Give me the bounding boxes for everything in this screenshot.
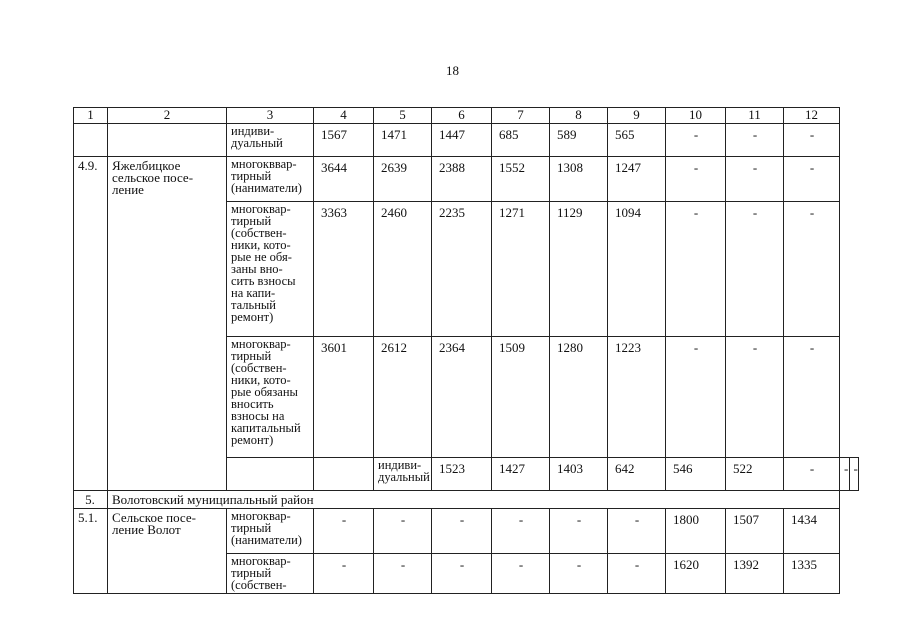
value-cell: - [492, 509, 550, 554]
value-cell: 3601 [314, 337, 374, 458]
value-cell: 3363 [314, 202, 374, 337]
housing-type: многоквар- тирный (наниматели) [227, 509, 314, 554]
col-header: 10 [666, 108, 726, 124]
value-cell: - [784, 157, 840, 202]
table-row [74, 157, 859, 202]
value-cell: - [726, 124, 784, 157]
page-number: 18 [446, 63, 459, 78]
col-header: 5 [374, 108, 432, 124]
district-title: Волотовский муниципальный район [108, 491, 840, 509]
value-cell: - [608, 509, 666, 554]
value-cell: 565 [608, 124, 666, 157]
value-cell: 1434 [784, 509, 840, 554]
value-cell: 589 [550, 124, 608, 157]
housing-type: многоквар- тирный (собствен- ники, кото- рые обязаны вносить взносы на капитальный ремонт) [227, 337, 314, 458]
value-cell: 1523 [432, 458, 492, 491]
value-cell: - [492, 554, 550, 594]
col-header: 7 [492, 108, 550, 124]
value-cell: - [550, 509, 608, 554]
value-cell: - [314, 509, 374, 554]
value-cell: 1280 [550, 337, 608, 458]
value-cell: 2364 [432, 337, 492, 458]
section-row [74, 491, 859, 509]
settlement-name: Яжелбицкое сельское посе- ление [108, 157, 227, 491]
col-header: 2 [108, 108, 227, 124]
value-cell: 546 [666, 458, 726, 491]
header-row [74, 108, 859, 124]
value-cell: - [550, 554, 608, 594]
value-cell: 1271 [492, 202, 550, 337]
value-cell: 2388 [432, 157, 492, 202]
value-cell: 1392 [726, 554, 784, 594]
value-cell: - [784, 337, 840, 458]
table-row [74, 124, 859, 157]
value-cell: 2612 [374, 337, 432, 458]
value-cell: 2460 [374, 202, 432, 337]
value-cell: 3644 [314, 157, 374, 202]
value-cell: 1129 [550, 202, 608, 337]
value-cell: - [666, 337, 726, 458]
value-cell: 2235 [432, 202, 492, 337]
value-cell: - [374, 509, 432, 554]
col-header: 6 [432, 108, 492, 124]
col-header: 9 [608, 108, 666, 124]
table-row [74, 509, 859, 554]
value-cell: - [666, 202, 726, 337]
col-header: 8 [550, 108, 608, 124]
value-cell: - [432, 509, 492, 554]
value-cell: 1509 [492, 337, 550, 458]
value-cell: - [784, 124, 840, 157]
section-number: 5. [74, 491, 108, 509]
value-cell: 642 [608, 458, 666, 491]
housing-type: индиви- дуальный [374, 458, 432, 491]
value-cell: - [666, 157, 726, 202]
value-cell: - [726, 337, 784, 458]
housing-type: многоквар- тирный (собствен- [227, 554, 314, 594]
col-header: 3 [227, 108, 314, 124]
value-cell: 1507 [726, 509, 784, 554]
value-cell: 522 [726, 458, 784, 491]
value-cell: - [374, 554, 432, 594]
tariff-table [73, 107, 859, 594]
housing-type: индиви- дуальный [227, 124, 314, 157]
value-cell: - [666, 124, 726, 157]
value-cell: 1800 [666, 509, 726, 554]
value-cell: - [608, 554, 666, 594]
value-cell: 1403 [550, 458, 608, 491]
value-cell: 1447 [432, 124, 492, 157]
value-cell: 1552 [492, 157, 550, 202]
value-cell: - [840, 458, 850, 491]
value-cell: 1247 [608, 157, 666, 202]
section-number: 4.9. [74, 157, 108, 491]
col-header: 12 [784, 108, 840, 124]
value-cell: - [726, 202, 784, 337]
value-cell: 1427 [492, 458, 550, 491]
value-cell: 1335 [784, 554, 840, 594]
col-header: 11 [726, 108, 784, 124]
value-cell: 685 [492, 124, 550, 157]
value-cell: 1094 [608, 202, 666, 337]
value-cell: 2639 [374, 157, 432, 202]
settlement-name: Сельское посе- ление Волот [108, 509, 227, 594]
value-cell: - [726, 157, 784, 202]
value-cell: - [314, 554, 374, 594]
value-cell: - [784, 202, 840, 337]
value-cell: 1223 [608, 337, 666, 458]
col-header: 4 [314, 108, 374, 124]
section-number: 5.1. [74, 509, 108, 594]
value-cell: 1308 [550, 157, 608, 202]
col-header: 1 [74, 108, 108, 124]
value-cell: 1620 [666, 554, 726, 594]
value-cell: 1567 [314, 124, 374, 157]
value-cell: 1471 [374, 124, 432, 157]
value-cell: - [784, 458, 840, 491]
value-cell: - [432, 554, 492, 594]
housing-type: многоквар- тирный (собствен- ники, кото- рые не обя- заны вно- сить взносы на капи- тальный ремонт) [227, 202, 314, 337]
value-cell: - [849, 458, 859, 491]
housing-type: многокввар- тирный (наниматели) [227, 157, 314, 202]
